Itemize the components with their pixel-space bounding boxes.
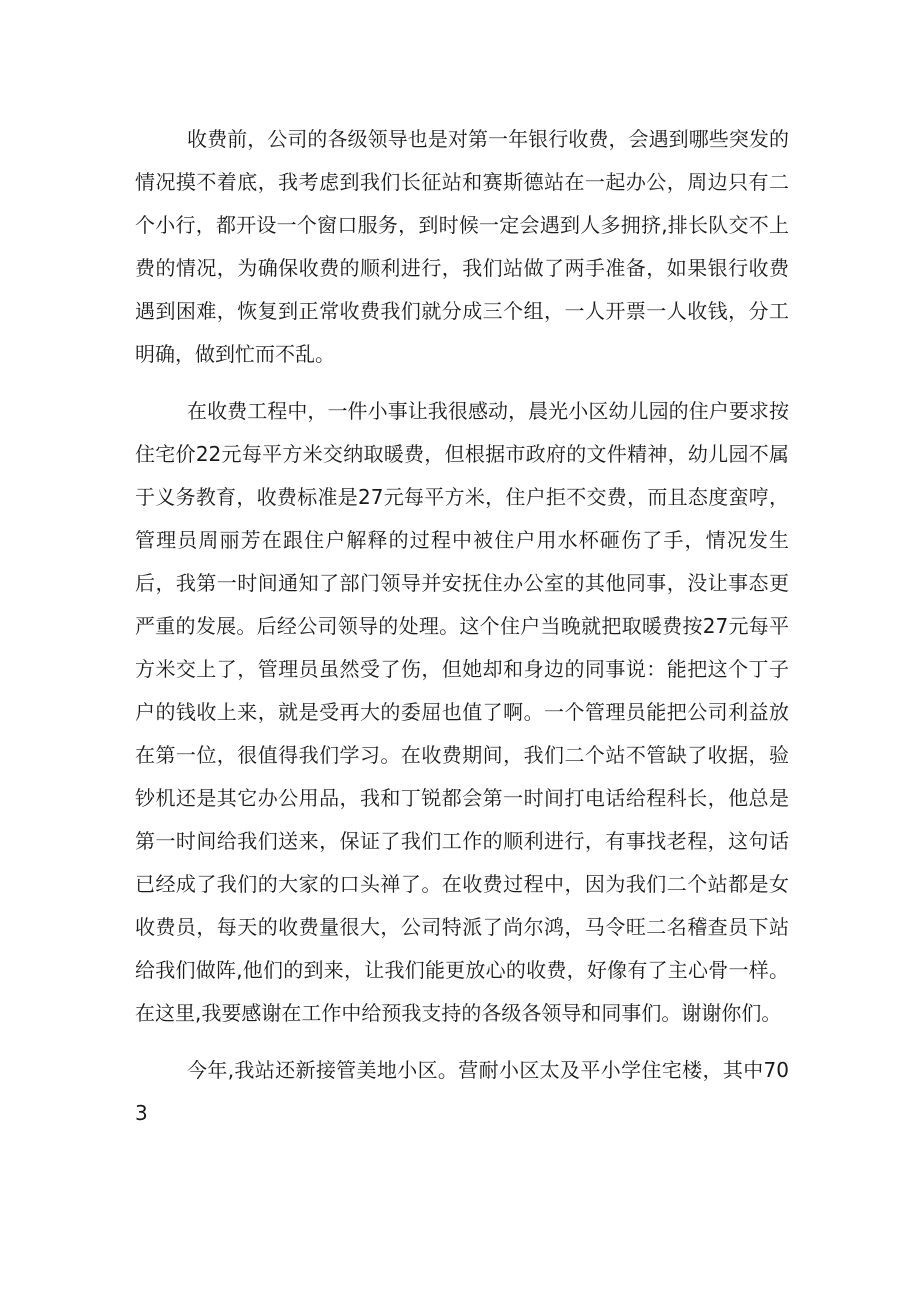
paragraph-fee-preparation: 收费前，公司的各级领导也是对第一年银行收费，会遇到哪些突发的情况摸不着底，我考虑到我们长征站和赛斯德站在一起办公，周边只有二个小行，都开设一个窗口服务，到时候一定会遇到人多拥挤,排长队交不上费的情况，为确保收费的顺利进行，我们站做了两手准备，如果银行收费遇到困难，恢复到正常收费我们就分成三个组，一人开票一人收钱，分工明确，做到忙而不乱。	[135, 127, 789, 366]
document-body	[135, 118, 789, 1149]
paragraph-new-communities: 今年,我站还新接管美地小区。营耐小区太及平小学住宅楼，其中703	[135, 1058, 789, 1125]
paragraph-fee-incident: 在收费工程中，一件小事让我很感动，晨光小区幼儿园的住户要求按住宅价22元每平方米交纳取暖费，但根据市政府的文件精神，幼儿园不属于义务教育，收费标准是27元每平方米，住户拒不交费，而且态度蛮哼，管理员周丽芳在跟住户解释的过程中被住户用水杯砸伤了手，情况发生后，我第一时间通知了部门领导并安抚住办公室的其他同事，没让事态更严重的发展。后经公司领导的处理。这个住户当晚就把取暖费按27元每平方米交上了，管理员虽然受了伤，但她却和身边的同事说：能把这个丁子户的钱收上来，就是受再大的委屈也值了啊。一个管理员能把公司利益放在第一位，很值得我们学习。在收费期间，我们二个站不管缺了收据，验钞机还是其它办公用品，我和丁锐都会第一时间打电话给程科长，他总是第一时间给我们送来，保证了我们工作的顺利进行，有事找老程，这句话已经成了我们的大家的口头禅了。在收费过程中，因为我们二个站都是女收费员，每天的收费量很大，公司特派了尚尔鸿，马令旺二名稽查员下站给我们做阵,他们的到来，让我们能更放心的收费，好像有了主心骨一样。在这里,我要感谢在工作中给预我支持的各级各领导和同事们。谢谢你们。	[135, 399, 789, 1025]
